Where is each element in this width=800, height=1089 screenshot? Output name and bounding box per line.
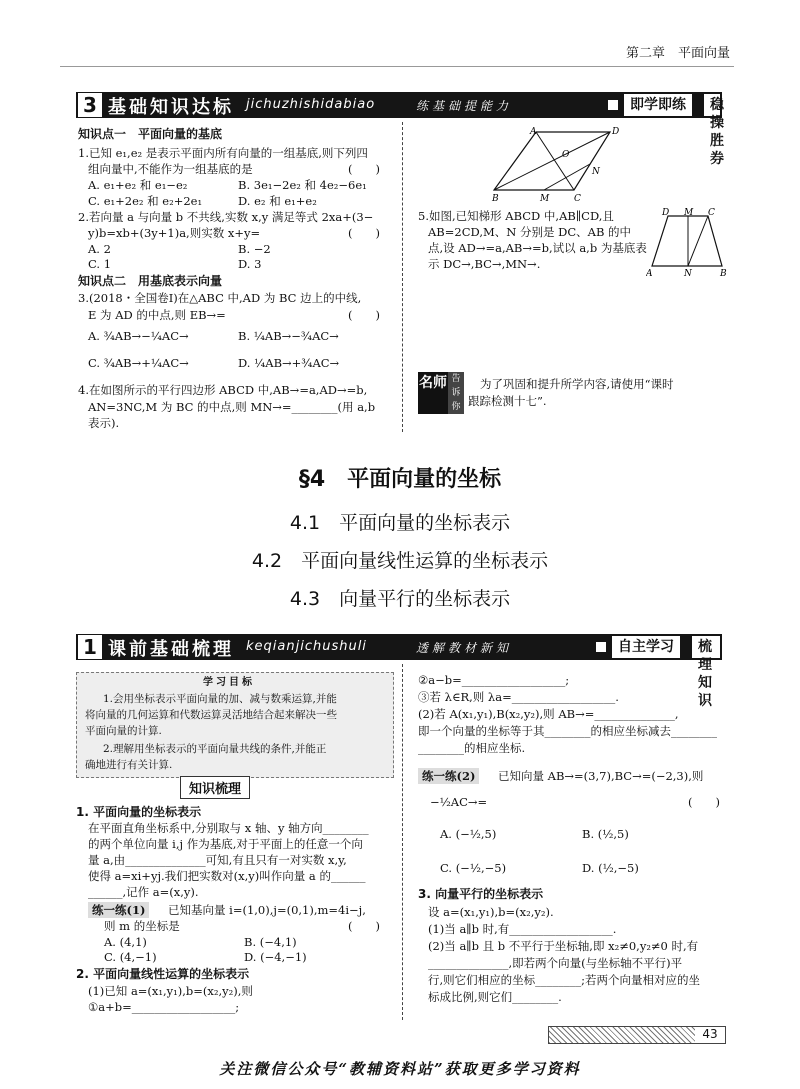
p7: ①a+b=__________________; (88, 1000, 240, 1014)
label-b: B (720, 269, 727, 278)
banner-slogan: 练基础提能力 (416, 99, 513, 113)
r7: (1)当 a∥b 时,有__________________. (428, 922, 617, 936)
teacher-badge: 名师 (418, 372, 448, 414)
ex1-paren: ( ) (348, 919, 380, 933)
r3: (2)若 A(x₁,y₁),B(x₂,y₂),则 AB→=______________, (418, 707, 679, 721)
label-n: N (592, 167, 600, 177)
column-divider-2 (402, 664, 403, 1020)
q1-option-a: A. e₁+e₂ 和 e₁−e₂ (88, 178, 188, 192)
ex2-option-c: C. (−½,−5) (440, 861, 507, 875)
q3-option-a: A. ¾AB→−¼AC→ (88, 329, 189, 343)
knowledge-point-1: 知识点一 平面向量的基底 (78, 127, 223, 141)
r5: ________的相应坐标. (418, 741, 526, 755)
r6: 设 a=(x₁,y₁),b=(x₂,y₂). (428, 905, 554, 919)
label-c: C (708, 208, 715, 218)
q5-line2: AB=2CD,M、N 分别是 DC、AB 的中 (428, 225, 632, 239)
goal-line1: 1.会用坐标表示平面向量的加、减与数乘运算,并能 (103, 693, 337, 705)
banner-number: 1 (78, 635, 102, 659)
subsection-4-3: 4.3 向量平行的坐标表示 (289, 588, 511, 610)
heading-1: 1. 平面向量的坐标表示 (76, 805, 202, 819)
q2-option-a: A. 2 (88, 242, 111, 256)
ex1-line1: 已知基向量 i=(1,0),j=(0,1),m=4i−j, (168, 903, 366, 917)
banner-slogan: 透解教材新知 (416, 641, 513, 655)
label-m: M (684, 208, 694, 218)
ex2-line1: 已知向量 AB→=(3,7),BC→=(−2,3),则 (498, 769, 704, 783)
q2-line2: y)b=xb+(3y+1)a,则实数 x+y= (88, 226, 261, 240)
page-number-box (548, 1026, 726, 1044)
page-number: 43 (695, 1027, 725, 1043)
r9: ______________,即若两个向量(与坐标轴不平行)平 (428, 956, 683, 970)
trapezoid-figure (646, 206, 730, 278)
p5: ______,记作 a=(x,y). (88, 885, 199, 899)
banner-pinyin: jichuzhishidabiao (246, 97, 376, 112)
r4: 即一个向量的坐标等于其________的相应坐标减去________ (418, 724, 717, 738)
r1: ②a−b=__________________; (418, 673, 570, 687)
column-divider (402, 122, 403, 432)
footer-note: 关注微信公众号“教辅资料站”获取更多学习资料 (219, 1060, 581, 1078)
banner-title: 基础知识达标 (108, 97, 234, 118)
q3-paren: ( ) (348, 308, 380, 322)
goal-line3: 平面向量的计算. (85, 725, 162, 737)
square-icon (596, 642, 606, 652)
subsection-4-1: 4.1 平面向量的坐标表示 (289, 512, 511, 534)
heading-3: 3. 向量平行的坐标表示 (418, 887, 544, 901)
goal-line4: 2.理解用坐标表示的平面向量共线的条件,并能正 (103, 743, 327, 755)
practice-label-2: 练一练(2) (418, 768, 479, 784)
q3-line2: E 为 AD 的中点,则 EB→= (88, 308, 226, 322)
header-divider (60, 66, 734, 67)
ex1-option-b: B. (−4,1) (244, 935, 297, 949)
q1-option-b: B. 3e₁−2e₂ 和 4e₂−6e₁ (238, 178, 367, 192)
q5-line1: 5.如图,已知梯形 ABCD 中,AB∥CD,且 (418, 209, 614, 223)
section-title: §4 平面向量的坐标 (298, 467, 502, 492)
learning-goals-box (76, 672, 394, 778)
goal-line5: 确地进行有关计算. (85, 759, 173, 771)
subsection-4-2: 4.2 平面向量线性运算的坐标表示 (251, 550, 549, 572)
tip-line2: 跟踪检测十七”. (468, 394, 547, 408)
label-a: A (530, 127, 537, 137)
knowledge-point-2: 知识点二 用基底表示向量 (78, 274, 223, 288)
q3-option-d: D. ¼AB→+¾AC→ (238, 356, 340, 370)
ex2-line2: −½AC→= (430, 795, 488, 809)
label-b: B (492, 194, 499, 204)
goals-heading: 学习目标 (203, 677, 255, 688)
q2-line1: 2.若向量 a 与向量 b 不共线,实数 x,y 满足等式 2xa+(3− (78, 210, 374, 224)
label-d: D (662, 208, 670, 218)
banner-pinyin: keqianjichushuli (246, 639, 367, 654)
p6: (1)已知 a=(x₁,y₁),b=(x₂,y₂),则 (88, 984, 253, 998)
label-d: D (612, 127, 620, 137)
label-m: M (540, 194, 550, 204)
q2-paren: ( ) (348, 226, 380, 240)
q2-option-c: C. 1 (88, 257, 112, 271)
ex1-option-a: A. (4,1) (104, 935, 147, 949)
p4: 使得 a=xi+yj.我们把实数对(x,y)叫作向量 a 的______ (88, 869, 366, 883)
banner-box-2: 稳操胜券 (704, 94, 720, 116)
q1-line1: 1.已知 e₁,e₂ 是表示平面内所有向量的一组基底,则下列四 (78, 146, 368, 160)
q1-option-c: C. e₁+2e₂ 和 e₂+2e₁ (88, 194, 203, 208)
banner-box-1: 即学即练 (624, 94, 692, 116)
q1-paren: ( ) (348, 162, 380, 176)
q1-line2: 组向量中,不能作为一组基底的是 (88, 162, 253, 176)
p3: 量 a,由______________可知,有且只有一对实数 x,y, (88, 853, 347, 867)
q2-option-b: B. −2 (238, 242, 271, 256)
banner-box-1: 自主学习 (612, 636, 680, 658)
label-o: O (562, 150, 570, 160)
teacher-tip-box (418, 372, 728, 414)
q3-line1: 3.(2018・全国卷Ⅰ)在△ABC 中,AD 为 BC 边上的中线, (78, 291, 362, 305)
knowledge-summary-label: 知识梳理 (180, 776, 250, 799)
q4-line3: 表示). (88, 416, 120, 430)
q4-line1: 4.在如图所示的平行四边形 ABCD 中,AB→=a,AD→=b, (78, 383, 368, 397)
square-icon (608, 100, 618, 110)
p2: 的两个单位向量 i,j 作为基底,对于平面上的任意一个向 (88, 837, 363, 851)
q3-option-c: C. ¾AB→+¼AC→ (88, 356, 189, 370)
banner-number: 3 (78, 93, 102, 117)
practice-label-1: 练一练(1) (88, 902, 149, 918)
p1: 在平面直角坐标系中,分别取与 x 轴、y 轴方向________ (88, 821, 369, 835)
heading-2: 2. 平面向量线性运算的坐标表示 (76, 967, 250, 981)
r8: (2)当 a∥b 且 b 不平行于坐标轴,即 x₂≠0,y₂≠0 时,有 (428, 939, 699, 953)
parallelogram-figure (480, 124, 630, 204)
label-n: N (684, 269, 692, 278)
ex1-line2: 则 m 的坐标是 (104, 919, 180, 933)
ex2-option-d: D. (½,−5) (582, 861, 639, 875)
ex2-option-a: A. (−½,5) (440, 827, 497, 841)
banner-title: 课前基础梳理 (108, 639, 234, 660)
q1-option-d: D. e₂ 和 e₁+e₂ (238, 194, 317, 208)
ex2-option-b: B. (½,5) (582, 827, 629, 841)
chapter-header: 第二章 平面向量 (625, 46, 730, 61)
label-c: C (574, 194, 581, 204)
q3-option-b: B. ¼AB→−¾AC→ (238, 329, 339, 343)
q2-option-d: D. 3 (238, 257, 262, 271)
q5-line4: 示 DC→,BC→,MN→. (428, 257, 541, 271)
tells-you-badge: 告诉你 (448, 372, 464, 414)
goal-line2: 将向量的几何运算和代数运算灵活地结合起来解决一些 (85, 709, 337, 721)
r10: 行,则它们相应的坐标________;若两个向量相对应的坐 (428, 973, 701, 987)
r11: 标成比例,则它们________. (428, 990, 562, 1004)
q4-line2: AN=3NC,M 为 BC 的中点,则 MN→=________(用 a,b (88, 400, 376, 414)
tip-line1: 为了巩固和提升所学内容,请使用“课时 (480, 377, 674, 391)
r2: ③若 λ∈R,则 λa=__________________. (418, 690, 619, 704)
banner-box-2: 梳理知识 (692, 636, 720, 658)
ex1-option-d: D. (−4,−1) (244, 950, 307, 964)
ex1-option-c: C. (4,−1) (104, 950, 157, 964)
ex2-paren: ( ) (688, 795, 720, 809)
q5-line3: 点,设 AD→=a,AB→=b,试以 a,b 为基底表 (428, 241, 647, 255)
label-a: A (646, 269, 653, 278)
